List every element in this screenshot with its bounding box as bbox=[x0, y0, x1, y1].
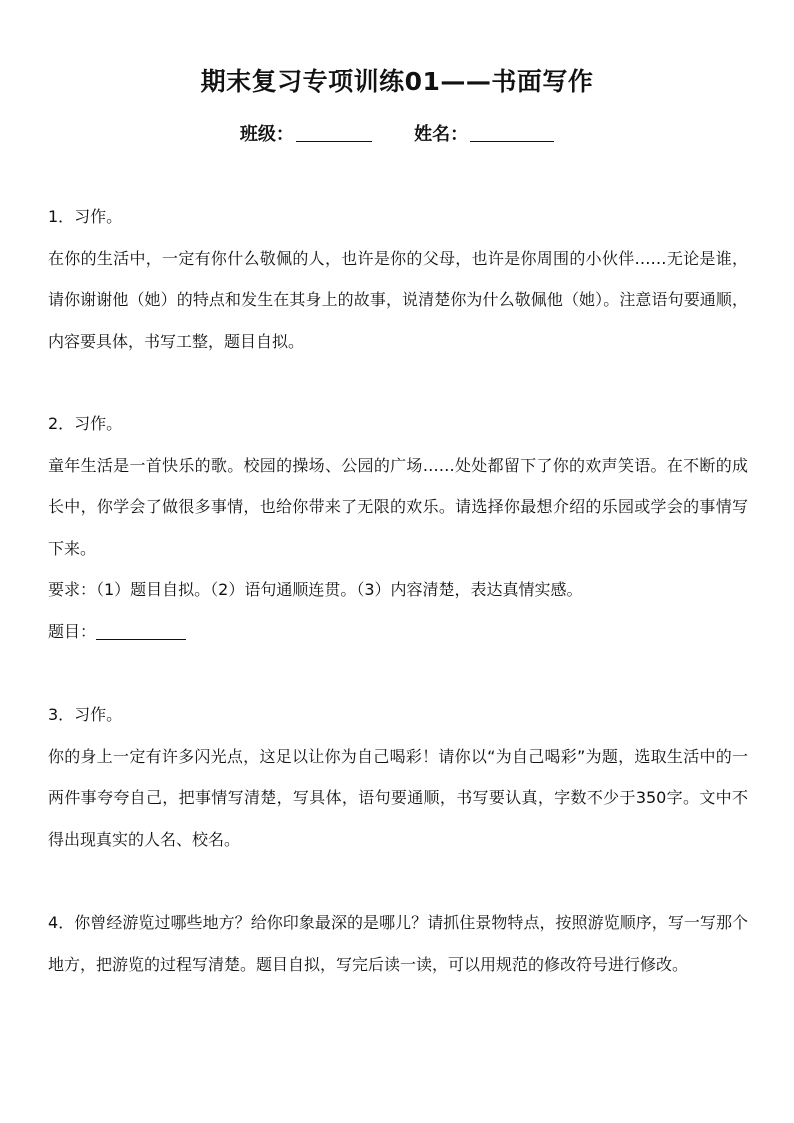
question-2-heading: 2．习作。 bbox=[48, 414, 123, 433]
name-blank[interactable] bbox=[470, 123, 554, 142]
title-blank[interactable] bbox=[96, 623, 186, 640]
question-2-body: 童年生活是一首快乐的歌。校园的操场、公园的广场……处处都留下了你的欢声笑语。在不断的成长中，你学会了做很多事情，也给你带来了无限的欢乐。请选择你最想介绍的乐园或学会的事情写下来。 bbox=[48, 455, 748, 558]
class-label: 班级： bbox=[239, 124, 294, 145]
question-2 bbox=[48, 403, 748, 652]
class-field bbox=[240, 120, 372, 146]
question-2-requirements: 要求：（1）题目自拟。（2）语句通顺连贯。（3）内容清楚，表达真情实感。 bbox=[48, 580, 583, 599]
class-blank[interactable] bbox=[296, 123, 372, 142]
question-2-title-line bbox=[48, 611, 748, 653]
name-field bbox=[414, 120, 554, 146]
question-3-heading: 3．习作。 bbox=[48, 705, 123, 724]
page-title: 期末复习专项训练01——书面写作 bbox=[200, 67, 594, 96]
question-4 bbox=[48, 902, 748, 985]
question-1 bbox=[48, 196, 748, 362]
question-3-body: 你的身上一定有许多闪光点，这足以让你为自己喝彩！请你以“为自己喝彩”为题，选取生活中的一两件事夸夸自己，把事情写清楚，写具体，语句要通顺，书写要认真，字数不少于350字。文中不得出现真实的人名、校名。 bbox=[48, 746, 748, 849]
title-prompt-label: 题目： bbox=[48, 621, 97, 641]
student-info-line bbox=[0, 120, 794, 146]
question-1-body: 在你的生活中，一定有你什么敬佩的人，也许是你的父母，也许是你周围的小伙伴……无论是谁，请你谢谢他（她）的特点和发生在其身上的故事，说清楚你为什么敬佩他（她）。注意语句要通顺，内容要具体，书写工整，题目自拟。 bbox=[48, 248, 748, 351]
question-4-body: 4．你曾经游览过哪些地方？给你印象最深的是哪儿？请抓住景物特点，按照游览顺序，写一写那个地方，把游览的过程写清楚。题目自拟，写完后读一读，可以用规范的修改符号进行修改。 bbox=[48, 913, 748, 974]
question-1-heading: 1．习作。 bbox=[48, 207, 123, 226]
name-label: 姓名： bbox=[414, 124, 469, 145]
question-3 bbox=[48, 694, 748, 860]
